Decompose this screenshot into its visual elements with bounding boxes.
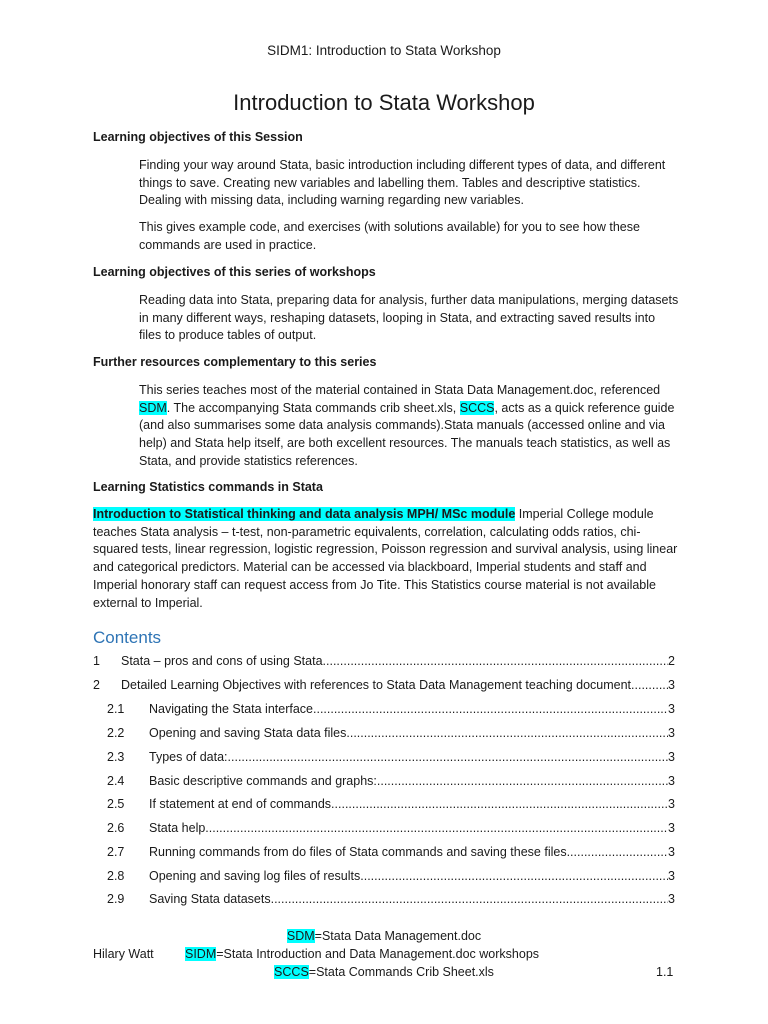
toc-page: 2	[668, 654, 675, 668]
toc-text: Stata help.	[149, 821, 209, 835]
footer-sdm-line	[0, 929, 768, 943]
resources-heading: Further resources complementary to this series	[93, 355, 377, 369]
footer-sidm-line	[185, 947, 539, 961]
resources-paragraph	[139, 382, 679, 471]
stats-module-link[interactable]: Introduction to Statistical thinking and data analysis MPH/ MSc module	[93, 507, 516, 521]
footer-sidm-key: SIDM	[185, 947, 217, 961]
toc-leader	[331, 795, 668, 813]
toc-leader	[323, 652, 669, 670]
series-heading: Learning objectives of this series of workshops	[93, 265, 376, 279]
footer-sccs-key: SCCS	[274, 965, 309, 979]
toc-text: Types of data:	[149, 750, 228, 764]
session-heading: Learning objectives of this Session	[93, 130, 303, 144]
toc-entry[interactable]	[107, 843, 675, 861]
toc-entry[interactable]	[107, 890, 675, 908]
toc-page: 3	[668, 892, 675, 906]
toc-text: Navigating the Stata interface.	[149, 702, 317, 716]
toc-text: Running commands from do files of Stata commands and saving these files.	[149, 845, 571, 859]
toc-leader	[271, 890, 668, 908]
toc-page: 3	[668, 678, 675, 692]
toc-leader	[570, 843, 668, 861]
toc-entry[interactable]	[107, 795, 675, 813]
toc-leader	[377, 772, 668, 790]
toc-entry[interactable]	[93, 676, 675, 694]
toc-leader	[364, 867, 668, 885]
footer-sidm-value: =Stata Introduction and Data Management.doc workshops	[216, 947, 540, 961]
sdm-highlight: SDM	[139, 400, 167, 415]
toc-leader	[209, 819, 668, 837]
toc-number: 2.1	[107, 702, 125, 716]
session-paragraph-1: Finding your way around Stata, basic introduction including different types of data, and different things to save. Creating new variables and labelling them. Tables and descriptive statistics. Dealing with missing data, including warning regarding new variables.	[139, 158, 666, 208]
toc-text: Basic descriptive commands and graphs:	[149, 774, 377, 788]
toc-leader	[350, 724, 668, 742]
footer-sccs-value: =Stata Commands Crib Sheet.xls	[308, 965, 494, 979]
footer-sdm-key: SDM	[286, 929, 315, 943]
resources-text-a: This series teaches most of the material contained in Stata Data Management.doc, referenced	[139, 383, 661, 397]
sccs-highlight: SCCS	[459, 400, 495, 415]
toc-number: 2.5	[107, 797, 125, 811]
page-title: Introduction to Stata Workshop	[233, 90, 535, 115]
toc-page: 3	[668, 726, 675, 740]
contents-heading: Contents	[93, 628, 162, 647]
stats-text: Imperial College module teaches Stata analysis – t-test, non-parametric equivalents, correlation, calculating odds ratios, chi-squared tests, linear regression, logistic regression, Poisson regression and survival analysis, using linear and categorical predictors. Material can be accessed via blackboard, Imperial students and staff and Imperial honorary staff can request access from Jo Tite. This Statistics course material is not available external to Imperial.	[93, 507, 678, 610]
toc-page: 3	[668, 750, 675, 764]
toc-number: 2.7	[107, 845, 125, 859]
toc-number: 1	[93, 654, 100, 668]
toc-leader	[228, 748, 669, 766]
page-header: SIDM1: Introduction to Stata Workshop	[267, 43, 501, 58]
toc-page: 3	[668, 845, 675, 859]
toc-number: 2.9	[107, 892, 125, 906]
toc-text: Stata – pros and cons of using Stata	[121, 654, 323, 668]
footer-sdm-value: =Stata Data Management.doc	[314, 929, 482, 943]
toc-page: 3	[668, 869, 675, 883]
resources-text-b: . The accompanying Stata commands crib sheet.xls,	[166, 400, 460, 415]
toc-entry[interactable]	[107, 819, 675, 837]
stats-paragraph	[93, 506, 683, 612]
toc-page: 3	[668, 797, 675, 811]
toc-number: 2.6	[107, 821, 125, 835]
toc-text: Opening and saving log files of results.	[149, 869, 364, 883]
toc-number: 2.3	[107, 750, 125, 764]
toc-entry[interactable]	[93, 652, 675, 670]
toc-entry[interactable]	[107, 867, 675, 885]
toc-number: 2.2	[107, 726, 125, 740]
toc-text: Saving Stata datasets	[149, 892, 271, 906]
toc-page: 3	[668, 702, 675, 716]
toc-text: If statement at end of commands	[149, 797, 332, 811]
page-number: 1.1	[656, 965, 674, 979]
toc-entry[interactable]	[107, 748, 675, 766]
footer-author: Hilary Watt	[93, 947, 154, 961]
stats-heading: Learning Statistics commands in Stata	[93, 480, 323, 494]
series-paragraph: Reading data into Stata, preparing data for analysis, further data manipulations, merging datasets in many different ways, reshaping datasets, looping in Stata, and extracting saved results into files to produce tables of output.	[139, 293, 679, 343]
resources-text-c: , acts as a quick reference guide (and also summarises some data analysis commands).Stata manuals (accessed online and via help) and Stata help itself, are both excellent resources. The manuals teach statistics, as well as Stata, and provide statistics references.	[139, 400, 675, 468]
toc-text: Detailed Learning Objectives with references to Stata Data Management teaching document	[121, 678, 632, 692]
toc-page: 3	[668, 821, 675, 835]
toc-page: 3	[668, 774, 675, 788]
toc-leader	[631, 676, 668, 694]
toc-entry[interactable]	[107, 700, 675, 718]
toc-entry[interactable]	[107, 772, 675, 790]
toc-number: 2	[93, 678, 100, 692]
toc-number: 2.4	[107, 774, 125, 788]
session-paragraph-2: This gives example code, and exercises (with solutions available) for you to see how these commands are used in practice.	[139, 220, 640, 252]
toc-entry[interactable]	[107, 724, 675, 742]
toc-number: 2.8	[107, 869, 125, 883]
toc-text: Opening and saving Stata data files.	[149, 726, 350, 740]
toc-leader	[316, 700, 668, 718]
footer-sccs-line	[0, 965, 768, 979]
